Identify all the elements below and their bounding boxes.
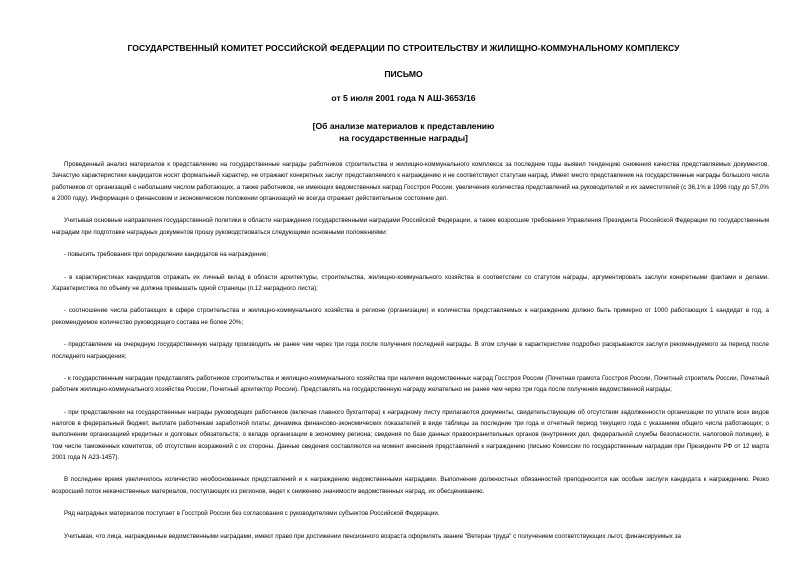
paragraph-policy: Учитывая основные направления государственной политики в области награждения государственными наградами Российской Федерации, а также возросшие требования Управления Президента Российской Федерации по государственным наградам при подготовке наградных документов прошу руководствоваться следующими основными положениями:: [52, 217, 769, 236]
list-item-ratio: - соотношение числа работающих в сфере строительства и жилищно-коммунального хозяйства в регионе (организации) и количества представляемых к награждению должно быть примерно от 1000 работающих 1 кандидат в год, а рекомендуемое количество руководящего состава не более 20%;: [52, 307, 769, 326]
paragraph-veteran: Учитывая, что лица, награжденные ведомственными наградами, имеют право при достижении пенсионного возраста оформлять звание "Ветеран труда" с получением соответствующих льгот, финансируемых за: [64, 532, 681, 540]
list-item-executives: - при представлении на государственные награды руководящих работников (включая главного бухгалтера) к наградному листу прилагаются документы, свидетельствующие об отсутствии задолженности организации по уплате всех видов налогов в федеральный бюджет, выплате работникам заработной платы; динамика финансово-экономических показателей в виде таблицы за последние три года и отчетный период текущего года с указанием общего числа работающих; о выполнении организацией кредитных и долговых обязательств; о вкладе организации в экономику региона; сведения по базе данных правоохранительных органов (внутренних дел, федеральной службы безопасности, налоговой полиции), в том числе таможенных комитетов, об отсутствии возражений с их стороны. Данные сведения составляются на момент внесения представлений к награждению (письмо Комиссии по государственным наградам при Президенте РФ от 12 марта 2001 года N А23-1457).: [52, 408, 769, 461]
document-date-number: от 5 июля 2001 года N АШ-3653/16: [331, 93, 476, 103]
paragraph-coordination: Ряд наградных материалов поступает в Госстрой России без согласования с руководителями субъектов Российской Федерации.: [64, 510, 440, 518]
document-subject: [0, 120, 807, 144]
list-item-interval: - представление на очередную государственную награду производить не ранее чем через три года после получения последней награды. В этом случае в характеристике подробно раскрываются заслуги рекомендуемого за период после последнего награждения;: [52, 341, 769, 360]
list-item-departmental-awards: - к государственным наградам представлять работников строительства и жилищно-коммунального хозяйства при наличии ведомственных наград Госстроя России (Почетная грамота Госстроя России, Почетный строитель России, Почетный работник жилищно-коммунального хозяйства России, Почетный архитектор России). Представлять на государственную награду желательно не ранее чем через три года после получения ведомственной награды;: [52, 374, 769, 394]
document-subject-line-1: [Об анализе материалов к представлению: [312, 121, 495, 131]
paragraph-analysis: Проведенный анализ материалов к представлению на государственные награды работников строительства и жилищно-коммунального комплекса за последние годы выявил тенденцию снижения качества представляемых документов. Зачастую характеристики кандидатов носят формальный характер, не отражают конкретных заслуг представляемого к награждению и не соответствуют статутам наград. Имеет место представление на государственные награды большого числа работников от организаций с небольшим числом работающих, а также работников, не имеющих ведомственных наград Госстроя России, увеличения количества представлений на руководителей и их заместителей (с 36,1% в 1996 году до 57,0% в 2000 году). Информация о финансовом и экономическом положении организаций не всегда отражает действительное состояние дел.: [52, 161, 769, 202]
document-type-heading: ПИСЬМО: [384, 69, 423, 79]
list-item-requirements: - повысить требования при определении кандидатов на награждение;: [64, 251, 269, 259]
issuing-agency-heading: ГОСУДАРСТВЕННЫЙ КОМИТЕТ РОССИЙСКОЙ ФЕДЕРАЦИИ ПО СТРОИТЕЛЬСТВУ И ЖИЛИЩНО-КОММУНАЛЬНОМУ КОМПЛЕКСУ: [127, 43, 680, 53]
document-subject-line-2: на государственные награды]: [339, 133, 468, 143]
paragraph-unfounded: В последнее время увеличилось количество необоснованных представлений и к награждению ведомственными наградами. Выполнение должностных обязанностей преподносится как особые заслуги кандидата к награждению. Резко возросший поток некачественных материалов, поступающих из регионов, ведет к снижению значимости ведомственных наград, их обесцениванию.: [52, 476, 769, 495]
letter-body: [52, 159, 769, 553]
list-item-characteristics: - в характеристиках кандидатов отражать их личный вклад в области архитектуры, строительства, жилищно-коммунального хозяйства в соответствии со статутом награды, аргументировать заслуги конкретными фактами и делами. Характеристика по объему не должна превышать одной страницы (п.12 наградного листа);: [52, 273, 769, 292]
